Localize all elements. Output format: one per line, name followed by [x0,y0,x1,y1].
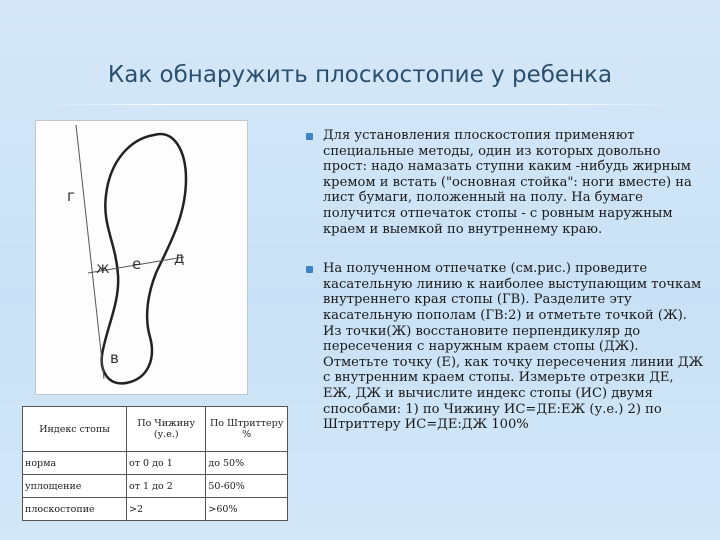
table-cell: от 0 до 1 [127,452,206,475]
table-row [23,475,288,498]
bullet-paragraph [306,128,706,237]
table-row [23,498,288,521]
tangent-line-gv [76,125,104,379]
footprint-figure [35,120,248,395]
point-label-e: е [132,255,142,273]
content-text [306,128,706,457]
point-label-v: в [110,349,119,367]
table-header-cell: Индекс стопы [23,407,127,452]
table-cell: 50-60% [206,475,288,498]
paragraph-text: На полученном отпечатке (см.рис.) проведите касательную линию к наиболее выступающим точкам внутреннего края стопы (ГВ). Разделите эту касательную пополам (ГВ:2) и отметьте точкой (Ж). Из точки(Ж) восстановите перпендикуляр до пересечения с наружным краем стопы (ДЖ). Отметьте точку (Е), как точку пересечения линии ДЖ с внутренним краем стопы. Измерьте отрезки ДЕ, ЕЖ, ДЖ и вычислите индекс стопы (ИС) двумя способами: 1) по Чижину ИС=ДЕ:ЕЖ (у.е.) 2) по Штриттеру ИС=ДЕ:ДЖ 100% [323,261,704,433]
point-label-g: г [67,187,75,205]
table-cell: уплощение [23,475,127,498]
table-cell: плоскостопие [23,498,127,521]
table-cell: от 1 до 2 [127,475,206,498]
point-label-d: д [174,249,185,267]
point-label-zh: ж [96,259,110,277]
bullet-paragraph [306,261,706,433]
table-cell: >2 [127,498,206,521]
foot-index-table [22,406,288,521]
table-row [23,452,288,475]
title-divider [40,104,680,105]
table-header-cell: По Чижину (у.е.) [127,407,206,452]
table-header-cell: По Штриттеру % [206,407,288,452]
paragraph-text: Для установления плоскостопия применяют специальные методы, один из которых довольно прост: надо намазать ступни каким -нибудь жирным кремом и встать ("основная стойка": ноги вместе) на лист бумаги, положенный на полу. На бумаге получится отпечаток стопы - с ровным наружным краем и выемкой по внутреннему краю. [323,128,692,237]
table-cell: >60% [206,498,288,521]
bullet-square-icon [306,133,313,140]
table-cell: норма [23,452,127,475]
table-header-row [23,407,288,452]
slide-title: Как обнаружить плоскостопие у ребенка [107,62,613,88]
footprint-drawing [36,121,247,394]
table-cell: до 50% [206,452,288,475]
bullet-square-icon [306,266,313,273]
